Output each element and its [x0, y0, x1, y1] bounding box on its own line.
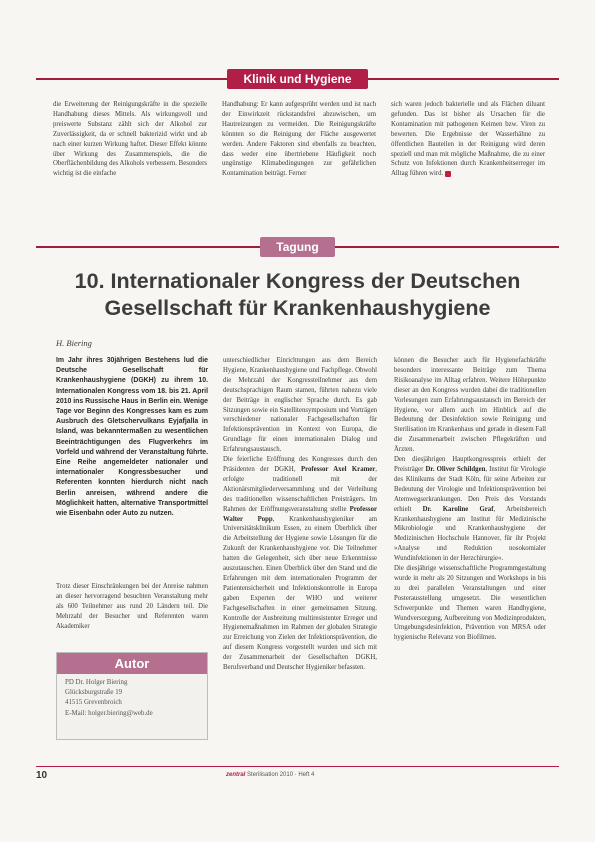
paragraph-text: sich waren jedoch bakterielle und als Flächen diluant gefunden. Das ist bisher als Ursachen für die Kontamination mit pathogenen Keimen bzw. Viren zu bewerten. Die Ergebnisse der Wasserhähne zu öffentlichen Bauteilen in der Reinigung wird deren speziell und man mit mögliche Maßnahme, die zu einer Schutz von Infektionen durch Krankenheitserreger im Alltag führen wird.: [391, 101, 545, 178]
author-name: PD Dr. Holger Biering: [65, 679, 128, 686]
top-article-column-2: [222, 100, 376, 220]
paragraph: [391, 100, 545, 179]
section-label: Klinik und Hygiene: [227, 69, 367, 89]
page-footer: [36, 766, 559, 784]
text-run: Die feierliche Eröffnung des Kongresses durch den Präsidenten der DGKH,: [223, 456, 377, 473]
article-lead: [56, 356, 208, 578]
section-banner-klinik: [36, 68, 559, 90]
page-number: 10: [36, 770, 48, 781]
person-name: Dr. Oliver Schildgen: [425, 465, 486, 473]
article-column-3: [394, 356, 546, 756]
journal-issue: Sterilisation 2010 · Heft 4: [247, 772, 315, 778]
text-run: , Krankenhaushygieniker am Universitätsklinikum Essen, zu einem Überblick über die Arbeitstellung der Hygiene sowie Lösungen für die Zukunft der Krankenhaushygiene vor. Die Teilnehmer hatten die Gelegenheit, sich über neue Erkenntnisse auszutauschen. Einen Überblick über den Stand und die Erfahrungen mit dem internationalen Programm der Patientensicherheit und Infektionskontrolle in Europa gaben Experten der WHO und weiterer Fachgesellschaften in einer gemeinsamen Sitzung. Kontrolle der Ausbreitung multiresistenter Erreger und Hygienemaßnahmen im Rahmen der globalen Strategie zur Erreichung von Zielen der Infektionsprävention, die auf diesem Kongress vorgestellt wurden und sich mit der Zusammenarbeit der Gesellschaften DGKH, Berufsverband und Deutscher Hygieniker befassten.: [223, 515, 377, 672]
article-byline: H. Biering: [56, 338, 92, 348]
author-contact: [57, 674, 207, 719]
paragraph: [394, 455, 546, 564]
article-headline: 10. Internationaler Kongress der Deutschen Gesellschaft für Krankenhaushygiene: [74, 269, 521, 320]
paragraph: können die Besucher auch für Hygienefachkräfte besonders interessante Beiträge zum Thema Risikoanalyse im Alltag erfahren. Weitere Höhepunkte dieser an den Kongress wurden dabei die traditionellen Vorlesungen zum Erfahrungsaustausch im Bereich der Hygiene, vor allem auch im Hinblick auf die Bedeutung der Desinfektion sowie Reinigung und Sterilisation im Krankenhaus und gerade in diesem Fall die Zusammenarbeit zwischen Pflegekräften und Ärzten.: [394, 357, 546, 454]
article-column-1-body: [56, 582, 208, 640]
paragraph: die Erweiterung der Reinigungskräfte in die spezielle Handhabung dieses Mittels. Als wirkungsvoll und preiswerte Substanz zählt sich der Alkohol zur Zuverlässigkeit, da er schnell bakterizid wirkt und ab nach einer kurzen Wirkung haftet. Dieser Effekt könnte über Wirkung des Zusammenspiels, die die Oberflächenbildung des Alkohols verbessern. Besonders wichtig ist die einfache: [53, 101, 207, 178]
article-column-2: [223, 356, 377, 756]
journal-info: [226, 772, 314, 778]
paragraph: [223, 455, 377, 673]
author-city: 41515 Grevenbroich: [65, 699, 122, 707]
top-article-column-3: [391, 100, 545, 220]
section-label: Tagung: [260, 237, 334, 257]
author-box-heading: Autor: [57, 653, 207, 674]
author-box: [56, 652, 208, 740]
paragraph: Handhabung: Er kann aufgesprüht werden und ist nach der Einwirkzeit rückstandsfrei abzuwischen, um Hautreizungen zu vermeiden. Die Reinigungskräfte könnten so die Reinigung der Fläche ausgewertet werden. Andere Faktoren sind ebenfalls zu beachten, dass weder eine übertriebene Häufigkeit noch ungünstige Klimabedingungen zur gefährlichen Kontamination beiträgt. Ferner: [222, 101, 376, 178]
section-banner-tagung: [36, 236, 559, 258]
author-email[interactable]: E-Mail: holger.biering@web.de: [65, 709, 153, 717]
end-of-article-icon: [445, 171, 451, 177]
person-name: Professor Axel Kramer: [300, 465, 376, 473]
author-street: Glücksburgstraße 19: [65, 689, 123, 697]
top-article-column-1: [53, 100, 207, 220]
text-run: Den diesjährigen Hauptkongresspreis erhielt der Preisträger: [394, 456, 546, 473]
text-run: , Institut für Virologie des Klinikums der Stadt Köln, für seine Arbeiten zur Bedeutung der Virologie und Infektionsprävention bei Atemwegserkrankungen. Den Preis des Vorstands erhielt: [394, 465, 546, 513]
lead-paragraph: Im Jahr ihres 30jährigen Bestehens lud die Deutsche Gesellschaft für Krankenhaushygiene (DGKH) zu ihrem 10. Internationalen Kongress vom 18. bis 21. April 2010 ins Russische Haus in Berlin ein. Wenige Tage vor Beginn des Kongresses kam es zum Ausbruch des Gletschervulkans Eyjafjalla in Island, was bekanntermaßen zu wesentlichen Beeinträchtigungen des Flugverkehrs im Vorfeld und während der Veranstaltung führte. Eine Reihe angemeldeter nationaler und internationaler Kongressbesucher und Referenten konnten hierdurch nicht nach Berlin anreisen, während andere die Möglichkeit hatten, alternative Transportmittel wie Eisenbahn oder Auto zu nutzen.: [56, 357, 208, 518]
paragraph: Die diesjährige wissenschaftliche Programmgestaltung wurde in mehr als 20 Sitzungen und Workshops in bis zu drei parallelen Veranstaltungen und einer Posterausstellung umgesetzt. Die wesentlichen Schwerpunkte und Themen waren Handhygiene, Wundversorgung, Aufbereitung von Medizinprodukten, Umgebungsdesinfektion, Prävention von MRSA oder hygienische Relevanz von Biofilmen.: [394, 565, 546, 642]
person-name: Dr. Karoline Graf: [422, 505, 494, 513]
paragraph: unterschiedlicher Einrichtungen aus dem Bereich Hygiene, Krankenhaushygiene und Fachpflege. Obwohl die Mehrzahl der Kongressteilnehmer aus dem deutschsprachigen Raum stamen, führten nahezu viele der Beiträge in englischer Sprache durch. Es gab Sitzungen sowie ein Satellitensymposium und Vorträgen verschiedener nationaler Fachgesellschaften für Infektionsprävention im Kontext von Europa, die Grundlage für einen internationalen Dialog und Erfahrungsaustausch.: [223, 357, 377, 454]
text-run: , Arbeitsbereich Krankenhaushygiene am Institut für Medizinische Mikrobiologie und Krankenhaushygiene der Medizinischen Hochschule Hannover, für ihr Projekt »Analyse und Reduktion nosokomialer Wundinfektionen in der Herzchirurgie«.: [394, 505, 546, 563]
person-name: Professor Walter Popp: [223, 505, 377, 523]
paragraph: Trotz dieser Einschränkungen bei der Anreise nahmen an dieser hervorragend besuchten Veranstaltung mehr als 600 Teilnehmer aus rund 20 Ländern teil. Die Mehrzahl der Besucher und Referenten waren Akademiker: [56, 583, 208, 630]
text-run: , erfolgte traditionell mit der Aktionärsmitgliederversammlung und der Verleihung des traditionellen wissenschaftlichen Preisträgers. Im Rahmen der Eröffnungsveranstaltung stellte: [223, 465, 377, 513]
journal-name: zentral: [226, 772, 246, 778]
